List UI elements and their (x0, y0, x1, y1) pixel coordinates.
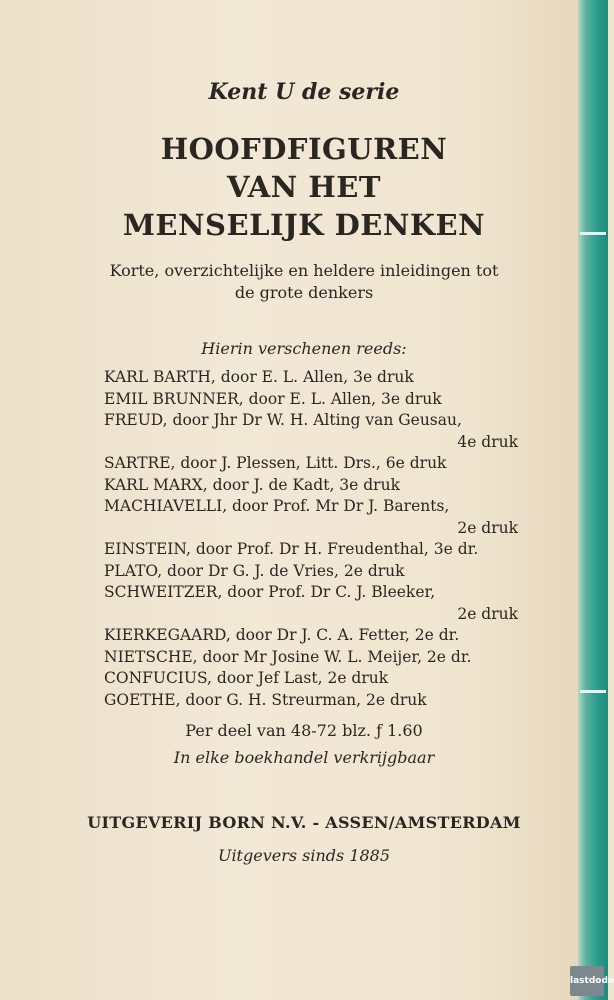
book-entry (104, 496, 518, 539)
publisher-line: UITGEVERIJ BORN N.V. - ASSEN/AMSTERDAM (87, 813, 521, 832)
book-entry-text: CONFUCIUS, door Jef Last, 2e druk (104, 669, 389, 687)
book-entry-text: NIETSCHE, door Mr Josine W. L. Meijer, 2e dr. (104, 647, 472, 666)
subtitle-line-2: de grote denkers (234, 283, 374, 302)
availability-line: In elke boekhandel verkrijgbaar (173, 748, 435, 767)
list-heading: Hierin verschenen reeds: (201, 339, 407, 358)
book-entry (104, 475, 518, 497)
book-entry (104, 367, 518, 389)
book-entry (104, 668, 518, 690)
book-entry-continuation: 4e druk (457, 432, 518, 451)
book-entry (104, 690, 518, 712)
book-entry (104, 389, 518, 411)
series-title-line-1: HOOFDFIGUREN (160, 132, 448, 166)
book-entry (104, 539, 518, 561)
book-entry-text: KARL BARTH, door E. L. Allen, 3e druk (104, 368, 414, 386)
book-entry (104, 647, 518, 669)
book-entry-continuation: 2e druk (457, 518, 518, 537)
since-line: Uitgevers sinds 1885 (217, 846, 391, 865)
subtitle-line-1: Korte, overzichtelijke en heldere inleidingen tot (109, 261, 499, 280)
watermark-logo: lastdodo (570, 966, 604, 996)
book-entry-text: EMIL BRUNNER, door E. L. Allen, 3e druk (104, 389, 442, 408)
book-entry-text: SCHWEITZER, door Prof. Dr C. J. Bleeker, (104, 583, 436, 601)
book-entry-text: KARL MARX, door J. de Kadt, 3e druk (104, 475, 400, 494)
book-entry (104, 453, 518, 475)
book-entry-text: SARTRE, door J. Plessen, Litt. Drs., 6e druk (104, 454, 447, 472)
book-list (104, 367, 518, 711)
book-entry-text: FREUD, door Jhr Dr W. H. Alting van Geusau, (104, 411, 462, 429)
series-intro: Kent U de serie (208, 79, 400, 105)
book-entry (104, 410, 518, 453)
series-title-line-2: VAN HET (227, 170, 381, 204)
book-entry-text: MACHIAVELLI, door Prof. Mr Dr J. Barents, (104, 497, 450, 515)
series-title-line-3: MENSELIJK DENKEN (122, 208, 486, 242)
book-entry-text: GOETHE, door G. H. Streurman, 2e druk (104, 690, 427, 709)
book-entry (104, 625, 518, 647)
book-entry (104, 582, 518, 625)
book-entry-text: EINSTEIN, door Prof. Dr H. Freudenthal, 3e dr. (104, 540, 479, 558)
book-entry-text: KIERKEGAARD, door Dr J. C. A. Fetter, 2e dr. (104, 626, 460, 644)
price-line: Per deel van 48-72 blz. ƒ 1.60 (185, 721, 423, 740)
spine-stripe (580, 690, 606, 693)
book-entry (104, 561, 518, 583)
book-entry-continuation: 2e druk (457, 604, 518, 623)
book-entry-text: PLATO, door Dr G. J. de Vries, 2e druk (104, 561, 405, 580)
